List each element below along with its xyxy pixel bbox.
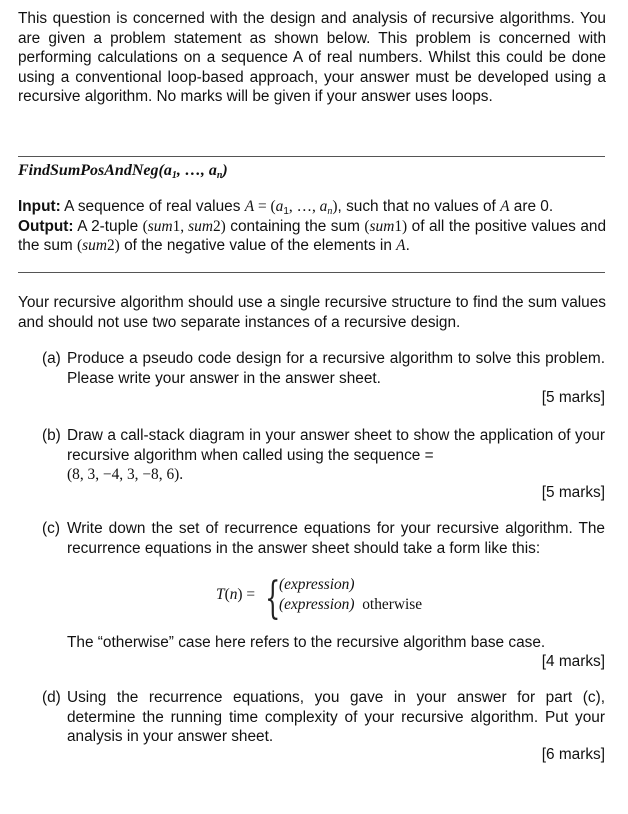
formula-brace: { — [265, 573, 281, 624]
part-b-text: Draw a call-stack diagram in your answer sheet to show the application of your recursive algorithm when called using the sequence = (8, 3, −4, 3, −8, 6). — [67, 427, 605, 484]
algorithm-name: FindSumPosAndNeg — [18, 162, 159, 179]
output-tuple-math: (sum1, sum2) — [142, 217, 226, 235]
algorithm-signature — [18, 161, 228, 181]
part-c-note: The “otherwise” case here refers to the recursive algorithm base case. — [67, 634, 546, 651]
output-label: Output: — [18, 217, 74, 235]
input-label: Input: — [18, 198, 61, 215]
io-spec — [18, 197, 606, 256]
formula-case-1: (expression) — [279, 576, 355, 593]
part-a-text: Produce a pseudo code design for a recursive algorithm to solve this problem. Please write your answer in the answer sheet. — [67, 350, 605, 387]
intro-paragraph — [18, 9, 606, 107]
instruction-paragraph — [18, 293, 606, 332]
part-c — [42, 519, 605, 558]
part-d-text: Using the recurrence equations, you gave in your answer for part (c), determine the running time complexity of your recursive algorithm. Put your analysis in your answer sheet. — [67, 689, 605, 746]
part-c-text: Write down the set of recurrence equations for your recursive algorithm. The recurrence equations in the answer sheet should take a form like this: — [67, 520, 605, 557]
part-b-sequence: (8, 3, −4, 3, −8, 6). — [67, 466, 184, 484]
part-c-marks: [4 marks] — [541, 653, 605, 670]
formula-lhs: T(n) = — [216, 586, 256, 603]
instruction-text: Your recursive algorithm should use a single recursive structure to find the sum values and should not use two separate instances of a recursive design. — [18, 294, 606, 331]
part-d — [42, 688, 605, 747]
intro-text: This question is concerned with the design and analysis of recursive algorithms. You are given a problem statement as shown below. This problem is concerned with performing calculations on a sequence A of real numbers. Whilst this could be done using a conventional loop-based approach, your answer must be developed using a recursive algorithm. No marks will be given if your answer uses loops. — [18, 10, 606, 106]
part-a-marks: [5 marks] — [541, 389, 605, 406]
divider-bottom — [18, 272, 605, 273]
input-sequence-math: A — [244, 198, 255, 215]
part-c-letter: (c) — [42, 520, 60, 537]
part-b — [42, 426, 605, 485]
formula-case-2-row: (expression) otherwise — [279, 596, 423, 613]
part-a-letter: (a) — [42, 350, 61, 367]
divider-top — [18, 156, 605, 157]
part-a — [42, 349, 605, 388]
part-b-letter: (b) — [42, 427, 61, 444]
algorithm-args: ($a_1$, …, $a_n$) — [158, 162, 228, 181]
part-d-marks: [6 marks] — [541, 746, 605, 763]
output-line: Output: A 2-tuple (sum1, sum2) containing the sum (sum1) of all the positive values and the sum (sum2) of the negative value of the elements in A. — [18, 217, 607, 255]
part-b-marks: [5 marks] — [541, 484, 605, 501]
input-line: Input: A sequence of real values $A = (a_1$, …, $a_n$), such that no values of A are 0. — [18, 198, 554, 217]
part-d-letter: (d) — [42, 689, 61, 706]
